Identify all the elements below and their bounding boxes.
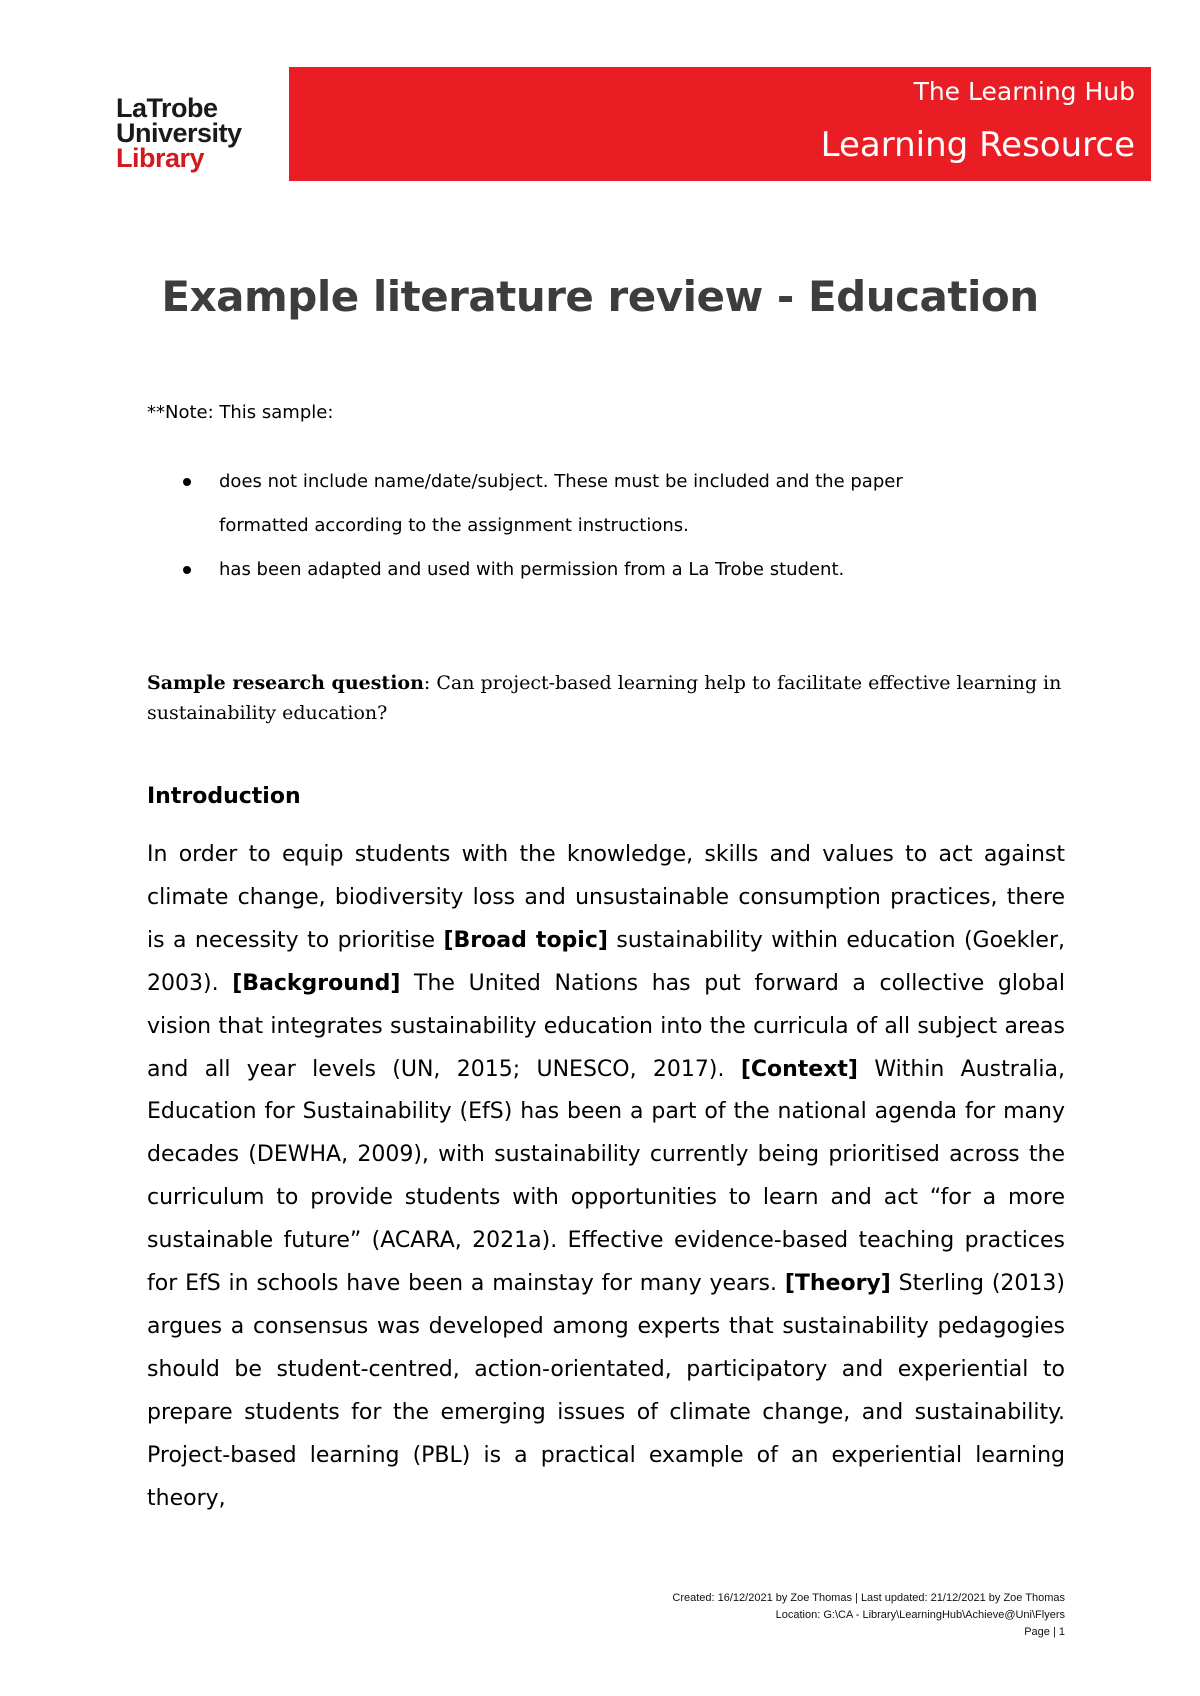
intro-text: Sterling (2013) argues a consensus was developed among experts that sustainability pedagogies should be student-centred, action-orientated, participatory and experiential to prepare students for the emerging issues of climate change, and sustainability. Project-based learning (PBL) is a practical example of an experiential learning theory, <box>147 1271 1065 1511</box>
research-question-text: : Can project-based learning help to facilitate effective learning in sustainability education? <box>147 672 1062 724</box>
footer-location-line: Location: G:\CA - Library\LearningHub\Achieve@Uni\Flyers <box>775 1609 1065 1621</box>
latrobe-library-logo <box>116 93 242 173</box>
intro-text: The United Nations has put forward a collective global vision that integrates sustainability education into the curricula of all subject areas and all year levels (UN, 2015; UNESCO, 2017). <box>147 970 1066 1082</box>
tag-background: [Background] <box>232 970 401 996</box>
note-bullet-line: does not include name/date/subject. These must be included and the paper <box>219 471 903 492</box>
introduction-heading: Introduction <box>147 784 301 809</box>
tag-context: [Context] <box>740 1056 858 1082</box>
introduction-paragraph <box>147 834 1065 1521</box>
footer-created-line: Created: 16/12/2021 by Zoe Thomas | Last updated: 21/12/2021 by Zoe Thomas <box>672 1592 1065 1604</box>
learning-hub-label: The Learning Hub <box>913 77 1135 106</box>
page-footer <box>672 1590 1065 1641</box>
research-question <box>147 668 1067 728</box>
bullet-dot-icon <box>183 566 191 574</box>
footer-page-number: Page | 1 <box>1024 1626 1065 1638</box>
note-bullet-item <box>147 548 1027 592</box>
intro-text: sustainability within education (Goekler, 2003). <box>147 927 1065 996</box>
page-title: Example literature review - Education <box>161 272 1039 321</box>
intro-text: In order to equip students with the knowledge, skills and values to act against climate change, biodiversity loss and unsustainable consumption practices, there is a necessity to prioritise <box>147 842 1065 953</box>
tag-broad-topic: [Broad topic] <box>443 927 608 953</box>
note-bullet-line: has been adapted and used with permission from a La Trobe student. <box>219 559 845 580</box>
learning-resource-label: Learning Resource <box>820 125 1135 165</box>
logo-line-university: University <box>116 118 242 148</box>
bullet-dot-icon <box>183 478 191 486</box>
research-question-label: Sample research question <box>147 672 424 694</box>
tag-theory: [Theory] <box>784 1271 891 1297</box>
note-bullet-item <box>147 460 1027 548</box>
note-bullet-list <box>147 460 1027 592</box>
logo-line-library: Library <box>116 143 205 173</box>
intro-text: Within Australia, Education for Sustainability (EfS) has been a part of the national agenda for many decades (DEWHA, 2009), with sustainability currently being prioritised across the curriculum to provide students with opportunities to learn and act “for a more sustainable future” (ACARA, 2021a). Effective evidence-based teaching practices for EfS in schools have been a mainstay for many years. <box>147 1056 1065 1297</box>
header-banner <box>289 67 1151 181</box>
note-bullet-line: formatted according to the assignment instructions. <box>219 515 689 536</box>
note-label: **Note: This sample: <box>147 402 334 423</box>
logo-line-latrobe: LaTrobe <box>116 93 218 123</box>
